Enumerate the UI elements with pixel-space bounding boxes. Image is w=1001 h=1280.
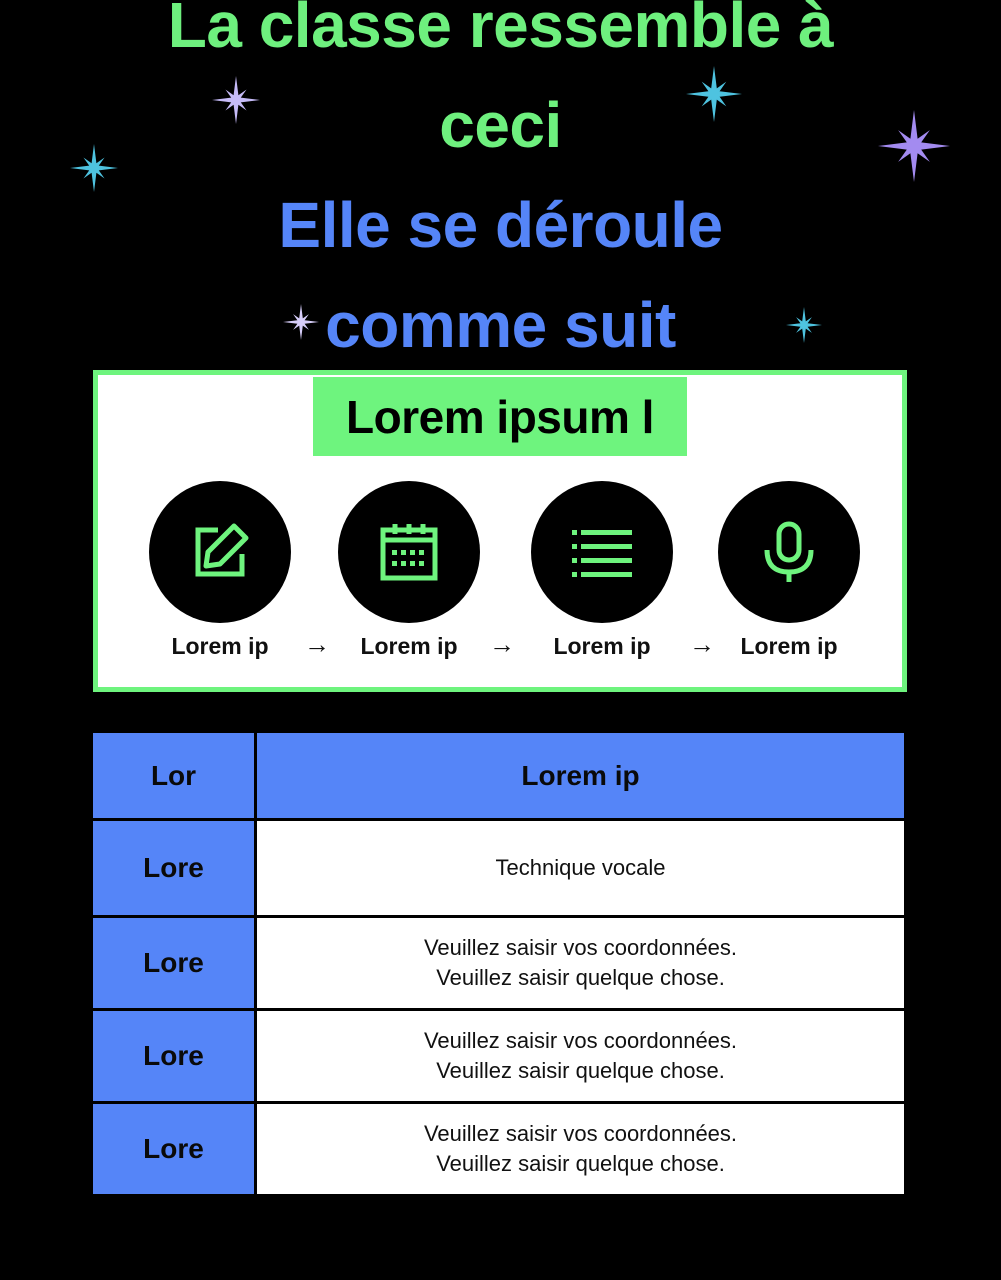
- row-text: Veuillez saisir vos coordonnées.: [423, 1121, 738, 1146]
- arrow-right-icon: →: [304, 629, 330, 659]
- title-line-2: ceci: [439, 89, 562, 161]
- row-text: Veuillez saisir vos coordonnées.: [423, 1028, 738, 1053]
- row-text: Veuillez saisir quelque chose.: [436, 1058, 725, 1083]
- title-line-1: La classe ressemble à: [167, 0, 834, 61]
- process-card: [93, 370, 907, 692]
- card-title: Lorem ipsum l: [313, 377, 687, 456]
- row-text: Veuillez saisir vos coordonnées.: [423, 935, 738, 960]
- schedule-table: [93, 733, 904, 1194]
- page-subtitle: [0, 175, 1001, 375]
- table-row: [93, 821, 904, 915]
- step-icon-circle: [718, 481, 860, 623]
- step-icon-circle: [338, 481, 480, 623]
- step-label: Lorem ip: [553, 633, 651, 659]
- edit-icon: [188, 520, 252, 584]
- row-content: [257, 1104, 904, 1194]
- row-label: Lore: [93, 918, 254, 1008]
- sparkle-star-icon: [878, 110, 950, 182]
- row-label: Lore: [93, 1011, 254, 1101]
- subtitle-line-2: comme suit: [325, 289, 676, 361]
- sparkle-star-icon: [686, 66, 742, 122]
- sparkle-star-icon: [70, 144, 118, 192]
- sparkle-star-icon: [786, 307, 822, 343]
- page-title: [0, 0, 1001, 175]
- microphone-icon: [757, 520, 821, 584]
- arrow-right-icon: →: [489, 629, 515, 659]
- list-icon: [570, 520, 634, 584]
- step-2: [329, 481, 489, 660]
- row-label: Lore: [93, 821, 254, 915]
- table-header-cell: Lorem ip: [257, 733, 904, 818]
- step-label: Lorem ip: [360, 633, 458, 659]
- step-label: Lorem ip: [740, 633, 838, 659]
- sparkle-star-icon: [283, 304, 319, 340]
- table-header-row: [93, 733, 904, 818]
- subtitle-line-1: Elle se déroule: [278, 189, 723, 261]
- calendar-icon: [377, 520, 441, 584]
- table-header-cell: Lor: [93, 733, 254, 818]
- step-label: Lorem ip: [171, 633, 269, 659]
- sparkle-star-icon: [212, 76, 260, 124]
- step-icon-circle: [531, 481, 673, 623]
- step-icon-circle: [149, 481, 291, 623]
- row-text: Veuillez saisir quelque chose.: [436, 1151, 725, 1176]
- row-text: Technique vocale: [495, 855, 666, 880]
- row-content: [257, 1011, 904, 1101]
- arrow-right-icon: →: [689, 629, 715, 659]
- step-3: [522, 481, 682, 660]
- row-text: Veuillez saisir quelque chose.: [436, 965, 725, 990]
- row-label: Lore: [93, 1104, 254, 1194]
- table-row: [93, 918, 904, 1008]
- table-row: [93, 1104, 904, 1194]
- step-4: [709, 481, 869, 660]
- row-content: [257, 918, 904, 1008]
- table-row: [93, 1011, 904, 1101]
- row-content: [257, 821, 904, 915]
- step-1: [140, 481, 300, 660]
